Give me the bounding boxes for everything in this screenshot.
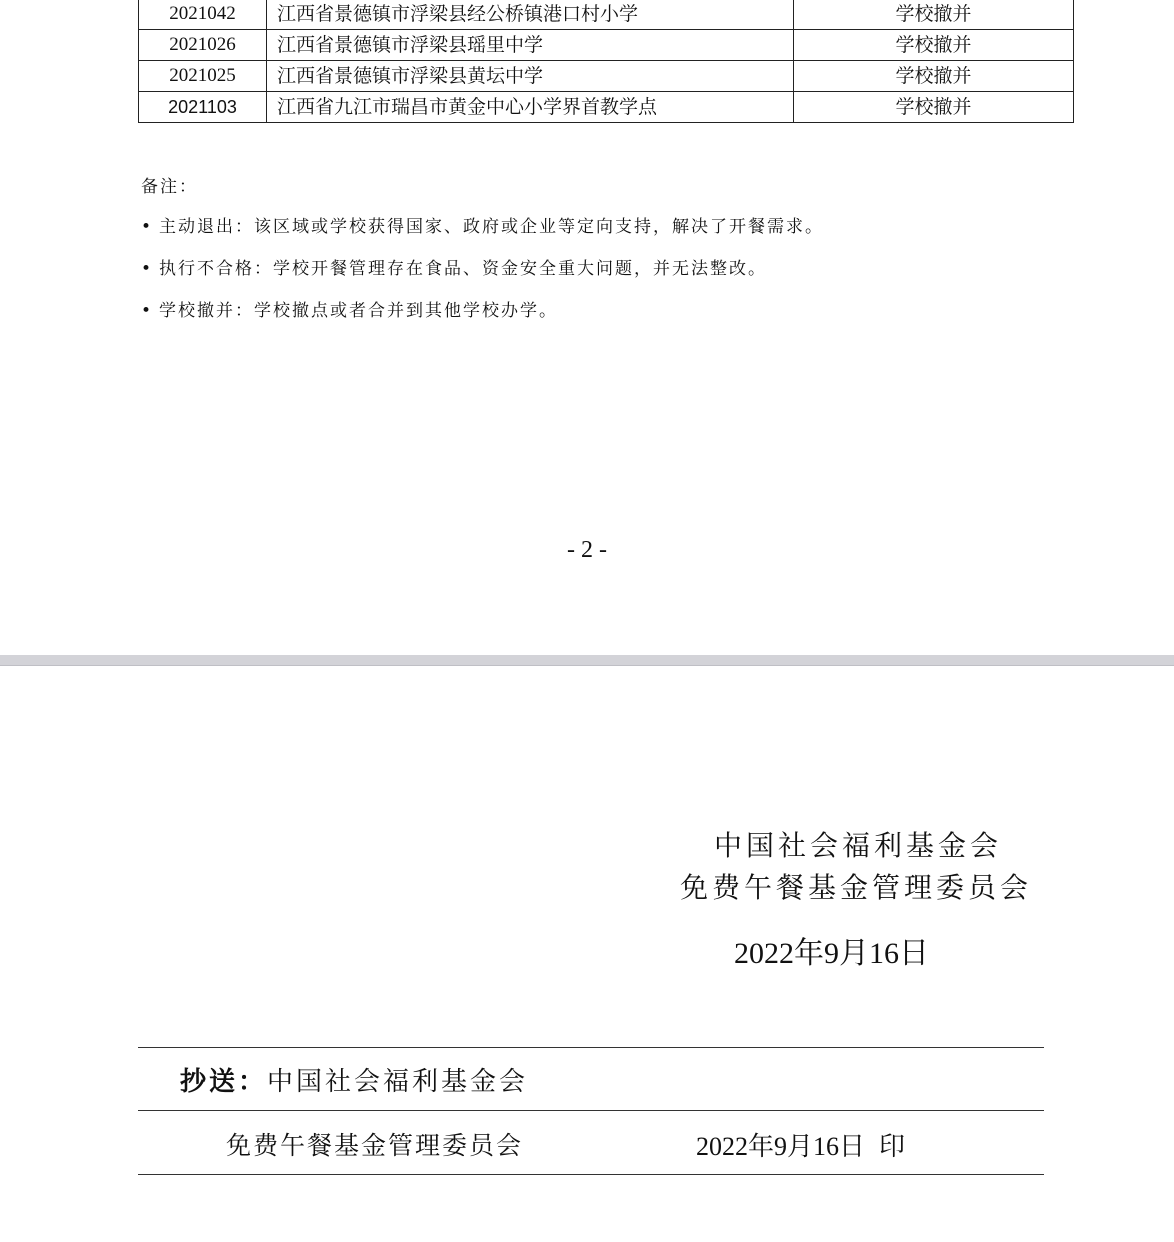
signature-org-line2: 免费午餐基金管理委员会 [680, 871, 1033, 904]
table-row [139, 30, 1074, 61]
page-3 [0, 666, 1174, 1242]
printer-org: 免费午餐基金管理委员会 [226, 1131, 524, 1160]
note-item [141, 257, 824, 299]
notes-section [141, 172, 824, 341]
cc-label: 抄送： [180, 1067, 268, 1097]
divider [138, 1047, 1044, 1048]
bullet-icon: • [141, 217, 154, 237]
note-text: 主动退出：该区域或学校获得国家、政府或企业等定向支持，解决了开餐需求。 [159, 217, 825, 237]
signature-org-line1: 中国社会福利基金会 [714, 829, 1003, 862]
school-name: 江西省景德镇市浮梁县黄坛中学 [267, 61, 794, 92]
note-item [141, 215, 824, 257]
page-separator [0, 655, 1174, 666]
print-mark: 印 [879, 1132, 906, 1161]
bullet-icon: • [141, 259, 154, 279]
exit-reason: 学校撤并 [794, 30, 1074, 61]
table-row [139, 0, 1074, 30]
note-text: 学校撤并：学校撤点或者合并到其他学校办学。 [159, 301, 559, 321]
school-id: 2021042 [139, 0, 267, 30]
divider [138, 1174, 1044, 1175]
school-id: 2021026 [139, 30, 267, 61]
print-date: 2022年9月16日 [696, 1132, 866, 1161]
school-id: 2021103 [139, 92, 267, 123]
bullet-icon: • [141, 301, 154, 321]
school-name: 江西省景德镇市浮梁县经公桥镇港口村小学 [267, 0, 794, 30]
notes-title: 备注： [141, 177, 198, 197]
note-text: 执行不合格：学校开餐管理存在食品、资金安全重大问题，并无法整改。 [159, 259, 768, 279]
page-number: - 2 - [567, 537, 607, 563]
exit-reason: 学校撤并 [794, 0, 1074, 30]
table-row [139, 61, 1074, 92]
signature-date: 2022年9月16日 [734, 937, 929, 970]
exit-reason: 学校撤并 [794, 61, 1074, 92]
table-row [139, 92, 1074, 123]
cc-line [180, 1061, 528, 1098]
print-date-line [696, 1126, 905, 1163]
note-item [141, 299, 824, 341]
exit-reason: 学校撤并 [794, 92, 1074, 123]
school-name: 江西省景德镇市浮梁县瑶里中学 [267, 30, 794, 61]
divider [138, 1110, 1044, 1111]
school-id: 2021025 [139, 61, 267, 92]
cc-value: 中国社会福利基金会 [267, 1067, 529, 1097]
school-table [138, 0, 1074, 123]
school-name: 江西省九江市瑞昌市黄金中心小学界首教学点 [267, 92, 794, 123]
